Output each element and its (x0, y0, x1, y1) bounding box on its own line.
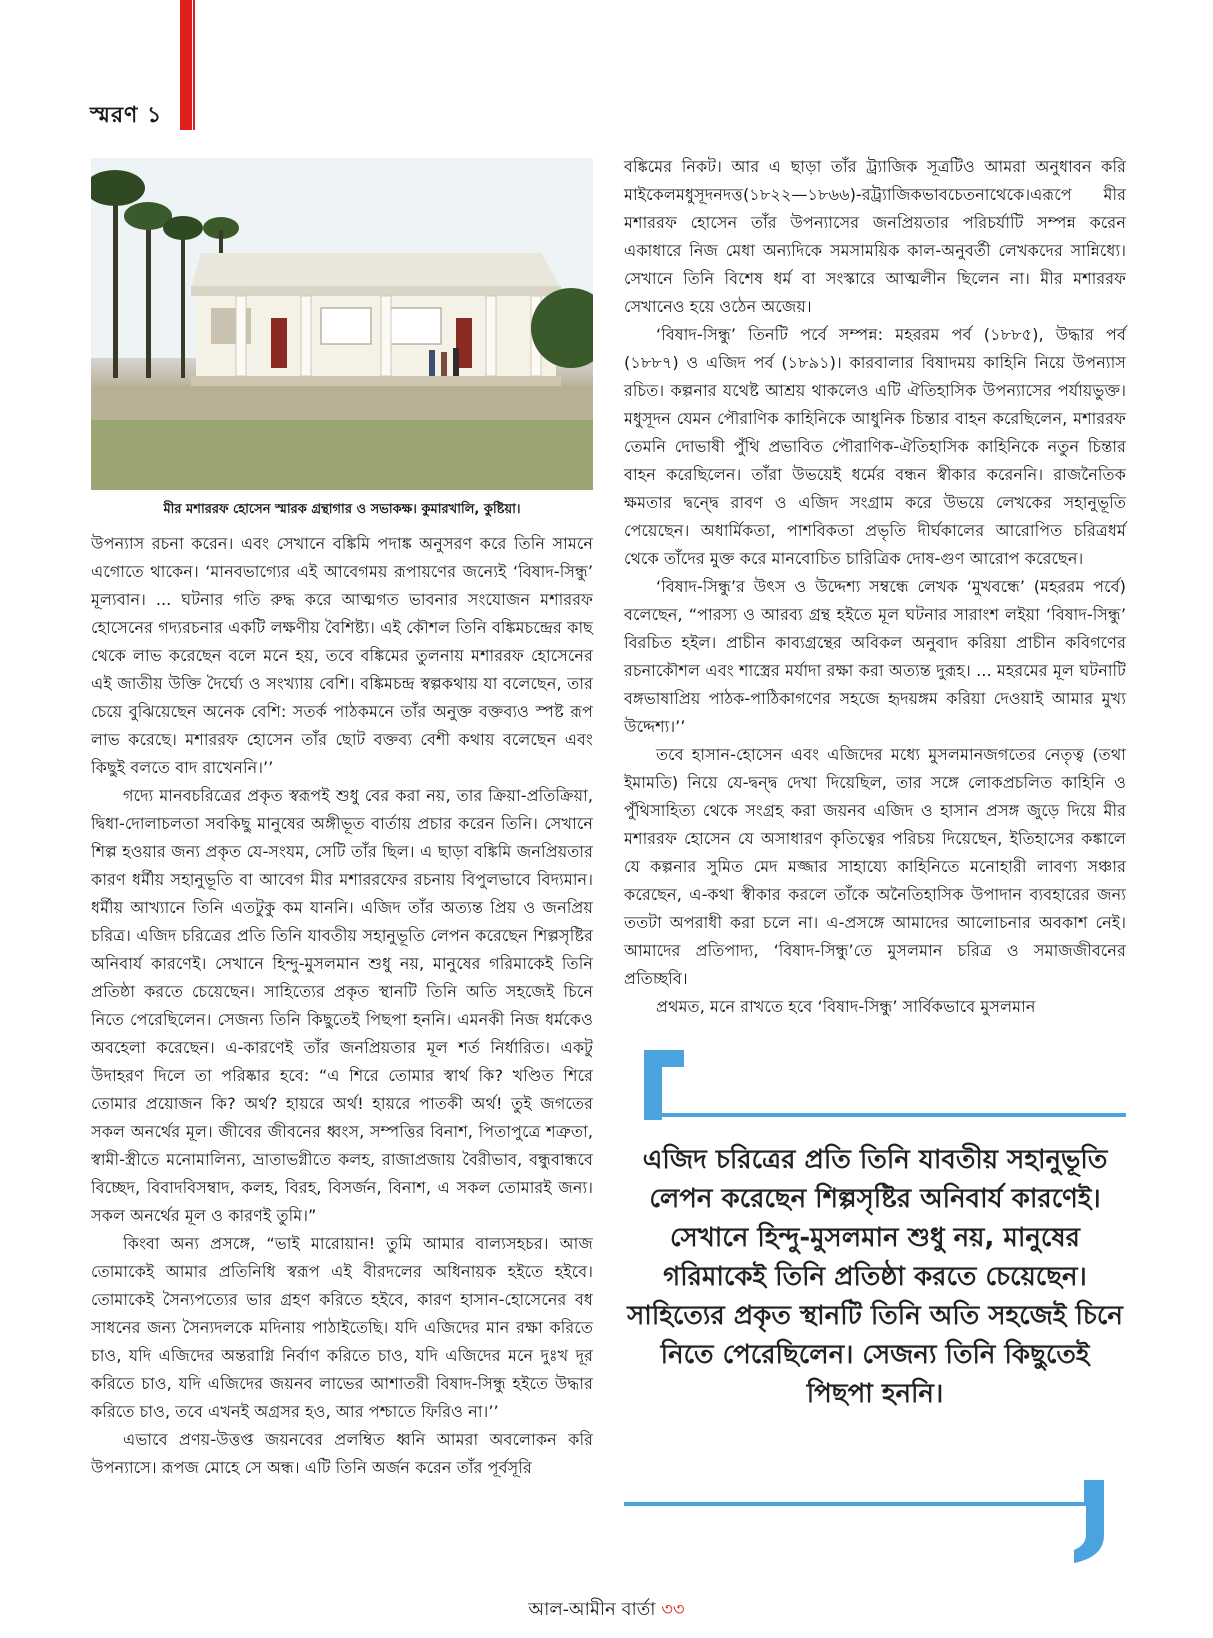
page-number: ৩৩ (661, 1599, 685, 1620)
memorial-library-photo (91, 158, 593, 490)
right-paragraph-2: ‘বিষাদ-সিন্ধু’ তিনটি পর্বে সম্পন্ন: মহররম পর্ব (১৮৮৫), উদ্ধার পর্ব (১৮৮৭) ও এজিদ পর্ব (১৮৯১)। কারবালার বিষাদময় কাহিনি নিয়ে উপন্যাস রচিত। কল্পনার যথেষ্ট আশ্রয় থাকলেও এটি ঐতিহাসিক উপন্যাসের পর্যায়ভুক্ত। মধুসূদন যেমন পৌরাণিক কাহিনিকে আধুনিক চিন্তার বাহন করেছিলেন, মশাররফ তেমনি দোভাষী পুঁথি প্রভাবিত পৌরাণিক-ঐতিহাসিক কাহিনিকে নতুন চিন্তার বাহন করেছিলেন। তাঁরা উভয়েই ধর্মের বন্ধন স্বীকার করেননি। রাজনৈতিক ক্ষমতার দ্বন্দ্বে রাবণ ও এজিদ সংগ্রাম করে উভয়ে লেখকের সহানুভূতি পেয়েছেন। অধার্মিকতা, পাশবিকতা প্রভৃতি দীর্ঘকালের আরোপিত চরিত্রধর্ম থেকে তাঁদের মুক্ত করে মানবোচিত চারিত্রিক দোষ-গুণ আরোপ করেছেন। (624, 325, 1126, 568)
page-footer (0, 1595, 1213, 1626)
right-paragraph-3: ‘বিষাদ-সিন্ধু’র উৎস ও উদ্দেশ্য সম্বন্ধে লেখক ‘মুখবন্ধে’ (মহররম পর্বে) বলেছেন, “পারস্য ও আরব্য গ্রন্থ হইতে মূল ঘটনার সারাংশ লইয়া ‘বিষাদ-সিন্ধু’ বিরচিত হইল। প্রাচীন কাব্যগ্রন্থের অবিকল অনুবাদ করিয়া প্রাচীন কবিগণের রচনাকৌশল এবং শাস্ত্রের মর্যাদা রক্ষা করা অত্যন্ত দুরূহ। ... মহরমের মূল ঘটনাটি বঙ্গভাষাপ্রিয় পাঠক-পাঠিকাগণের সহজে হৃদয়ঙ্গম করিয়া দেওয়াই আমার মুখ্য উদ্দেশ্য।’’ (624, 577, 1126, 736)
pull-quote-text: এজিদ চরিত্রের প্রতি তিনি যাবতীয় সহানুভূতি লেপন করেছেন শিল্পসৃষ্টির অনিবার্য কারণেই। সেখানে হিন্দু-মুসলমান শুধু নয়, মানুষের গরিমাকেই তিনি প্রতিষ্ঠা করতে চেয়েছেন। সাহিত্যের প্রকৃত স্থানটি তিনি অতি সহজেই চিনে নিতে পেরেছিলেন। সেজন্য তিনি কিছুতেই পিছপা হননি। (627, 1145, 1123, 1409)
pull-quote-top-rule (644, 1113, 1126, 1117)
header-accent-bar (180, 0, 192, 130)
photo-caption: মীর মশাররফ হোসেন স্মারক গ্রন্থাগার ও সভাকক্ষ। কুমারখালি, কুষ্টিয়া। (163, 502, 521, 517)
left-paragraph-2: গদ্যে মানবচরিত্রের প্রকৃত স্বরূপই শুধু বের করা নয়, তার ক্রিয়া-প্রতিক্রিয়া, দ্বিধা-দোলাচলতা সবকিছু মানুষের অঙ্গীভূত বার্তায় প্রচার করেন তিনি। সেখানে শিল্প হওয়ার জন্য প্রকৃত যে-সংযম, সেটি তাঁর ছিল। এ ছাড়া বঙ্কিমি জনপ্রিয়তার কারণ ধর্মীয় সহানুভূতি বা আবেগ মীর মশাররফের রচনায় বিপুলভাবে বিদ্যমান। ধর্মীয় আখ্যানে তিনি এতটুকু কম যাননি। এজিদ তাঁর অত্যন্ত প্রিয় ও জনপ্রিয় চরিত্র। এজিদ চরিত্রের প্রতি তিনি যাবতীয় সহানুভূতি লেপন করেছেন শিল্পসৃষ্টির অনিবার্য কারণেই। সেখানে হিন্দু-মুসলমান শুধু নয়, মানুষের গরিমাকেই তিনি প্রতিষ্ঠা করতে চেয়েছেন। সাহিত্যের প্রকৃত স্থানটি তিনি অতি সহজেই চিনে নিতে পেরেছিলেন। সেজন্য তিনি কিছুতেই পিছপা হননি। এমনকী নিজ ধর্মকেও অবহেলা করেছেন। এ-কারণেই তাঁর জনপ্রিয়তার মূল শর্ত নির্ধারিত। একটু উদাহরণ দিলে তা পরিষ্কার হবে: “এ শিরে তোমার স্বার্থ কি? খণ্ডিত শিরে তোমার প্রয়োজন কি? অর্থ? হায়রে অর্থ! হায়রে পাতকী অর্থ! তুই জগতের সকল অনর্থের মূল। জীবের জীবনের ধ্বংস, সম্পত্তির বিনাশ, পিতাপুত্রে শত্রুতা, স্বামী-স্ত্রীতে মনোমালিন্য, ভ্রাতাভগ্নীতে কলহ, রাজাপ্রজায় বৈরীভাব, বন্ধুবান্ধবে বিচ্ছেদ, বিবাদবিসম্বাদ, কলহ, বিরহ, বিসর্জন, বিনাশ, এ সকল তোমারই জন্য। সকল অনর্থের মূল ও কারণই তুমি।” (91, 786, 593, 1225)
left-paragraph-4: এভাবে প্রণয়-উত্তপ্ত জয়নবের প্রলম্বিত ধ্বনি আমরা অবলোকন করি উপন্যাসে। রূপজ মোহে সে অন্ধ। এটি তিনি অর্জন করেন তাঁর পূর্বসূরি (91, 1430, 593, 1477)
pull-quote (624, 1045, 1126, 1585)
right-paragraph-1: বঙ্কিমের নিকট। আর এ ছাড়া তাঁর ট্র্যাজিক সূত্রটিও আমরা অনুধাবন করি মাইকেলমধুসূদনদত্ত(১৮২২—১৮৬৬)-রট্র্যাজিকভাবচেতনাথেকে।এরূপে মীর মশাররফ হোসেন তাঁর উপন্যাসের জনপ্রিয়তার পরিচর্যাটি সম্পন্ন করেন একাধারে নিজ মেধা অন্যদিকে সমসাময়িক কাল-অনুবর্তী লেখকদের সান্নিধ্যে। সেখানে তিনি বিশেষ ধর্ম বা সংস্কারে আত্মলীন ছিলেন না। মীর মশাররফ সেখানেও হয়ে ওঠেন অজেয়। (624, 157, 1126, 316)
header-accent-line (193, 0, 195, 130)
right-paragraph-5: প্রথমত, মনে রাখতে হবে ‘বিষাদ-সিন্ধু’ সার্বিকভাবে মুসলমান (656, 997, 1036, 1016)
photo-illustration (91, 158, 593, 490)
left-paragraph-3: কিংবা অন্য প্রসঙ্গে, “ভাই মারোয়ান! তুমি আমার বাল্যসহচর। আজ তোমাকেই আমার প্রতিনিধি স্বরূপ এই বীরদলের অধিনায়ক হইতে হইবে। তোমাকেই সৈন্যপত্যের ভার গ্রহণ করিতে হইবে, কারণ হাসান-হোসেনের বধ সাধনের জন্য সৈন্যদলকে মদিনায় পাঠাইতেছি। যদি এজিদের মান রক্ষা করিতে চাও, যদি এজিদের অন্তরাগ্নি নির্বাণ করিতে চাও, যদি এজিদের মনে দুঃখ দূর করিতে চাও, যদি এজিদের জয়নব লাভের আশাতরী বিষাদ-সিন্ধু হইতে উদ্ধার করিতে চাও, তবে এখনই অগ্রসর হও, আর পশ্চাতে ফিরিও না।’’ (91, 1234, 593, 1421)
magazine-name: আল-আমীন বার্তা (528, 1599, 656, 1620)
right-column (624, 153, 1126, 1021)
left-column (91, 530, 593, 1482)
close-quote-icon (1064, 1475, 1124, 1565)
left-paragraph-1: উপন্যাস রচনা করেন। এবং সেখানে বঙ্কিমি পদাঙ্ক অনুসরণ করে তিনি সামনে এগোতে থাকেন। ‘মানবভাগ্যের এই আবেগময় রূপায়ণের জন্যেই ‘বিষাদ-সিন্ধু’ মূল্যবান। ... ঘটনার গতি রুদ্ধ করে আত্মগত ভাবনার সংযোজন মশাররফ হোসেনের গদ্যরচনার একটি লক্ষণীয় বৈশিষ্ট্য। এই কৌশল তিনি বঙ্কিমচন্দ্রের কাছ থেকে লাভ করেছেন বলে মনে হয়, তবে বঙ্কিমের তুলনায় মশাররফ হোসেনের এই জাতীয় উক্তি দৈর্ঘ্যে ও সংখ্যায় বেশি। বঙ্কিমচন্দ্র স্বল্পকথায় যা বলেছেন, তার চেয়ে বুঝিয়েছেন অনেক বেশি: সতর্ক পাঠকমনে তাঁর অনুক্ত বক্তব্যও স্পষ্ট রূপ লাভ করেছে। মশাররফ হোসেন তাঁর ছোট বক্তব্য বেশী কথায় বলেছেন এবং কিছুই বলতে বাদ রাখেননি।’’ (91, 534, 593, 777)
right-paragraph-4: তবে হাসান-হোসেন এবং এজিদের মধ্যে মুসলমানজগতের নেতৃত্ব (তথা ইমামতি) নিয়ে যে-দ্বন্দ্ব দেখা দিয়েছিল, তার সঙ্গে লোকপ্রচলিত কাহিনি ও পুঁথিসাহিত্য থেকে সংগ্রহ করা জয়নব এজিদ ও হাসান প্রসঙ্গ জুড়ে দিয়ে মীর মশাররফ হোসেন যে অসাধারণ কৃতিত্বের পরিচয় দিয়েছেন, ইতিহাসের কঙ্কালে যে কল্পনার সুমিত মেদ মজ্জার সাহায্যে কাহিনিতে মনোহারী লাবণ্য সঞ্চার করেছেন, এ-কথা স্বীকার করলে তাঁকে অনৈতিহাসিক উপাদান ব্যবহারের জন্য ততটা অপরাধী করা চলে না। এ-প্রসঙ্গে আমাদের আলোচনার অবকাশ নেই। আমাদের প্রতিপাদ্য, ‘বিষাদ-সিন্ধু’তে মুসলমান চরিত্র ও সমাজজীবনের প্রতিচ্ছবি। (624, 745, 1126, 988)
pull-quote-bottom-rule (624, 1502, 1094, 1506)
section-label: স্মরণ ১ (90, 102, 163, 128)
